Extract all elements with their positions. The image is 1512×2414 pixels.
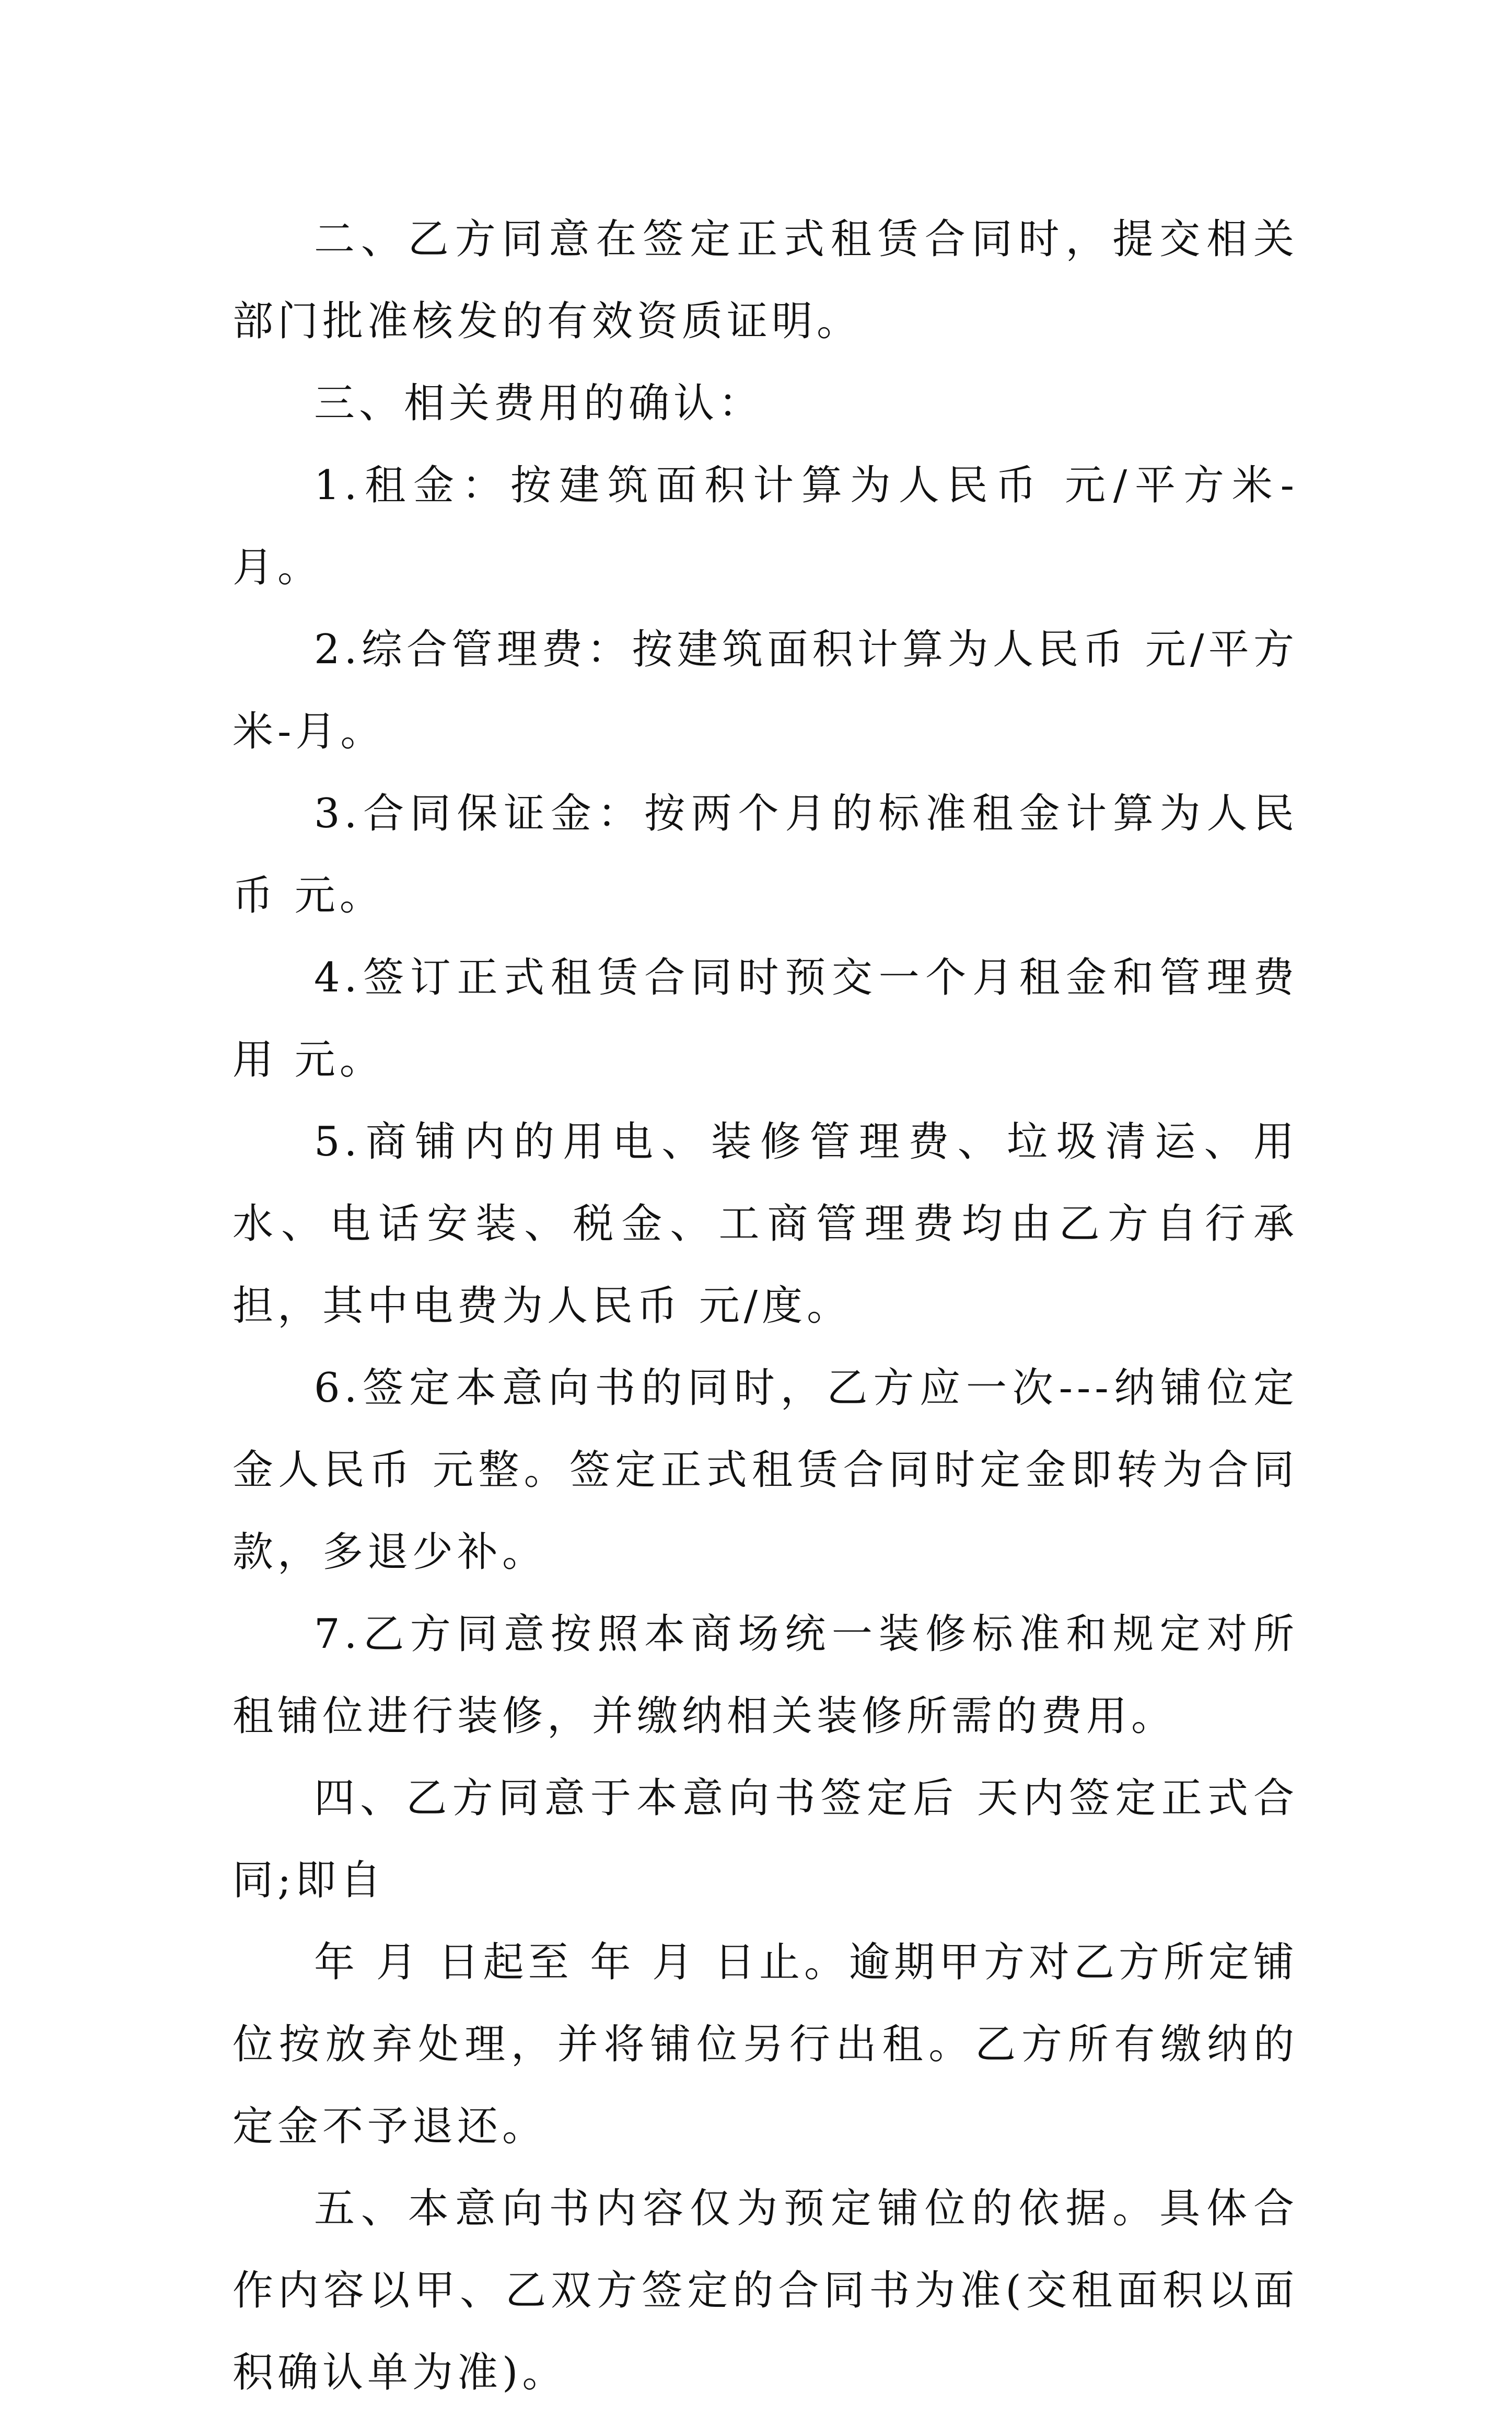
paragraph-rent: 1.租金：按建筑面积计算为人民币 元/平方米-月。 <box>232 462 1298 591</box>
document-body <box>232 199 1298 2414</box>
paragraph-prepayment: 4.签订正式租赁合同时预交一个月租金和管理费用 元。 <box>232 954 1298 1083</box>
paragraph-signing-deadline: 四、乙方同意于本意向书签定后 天内签定正式合同;即自 <box>232 1775 1298 1904</box>
paragraph-basis: 五、本意向书内容仅为预定铺位的依据。具体合作内容以甲、乙双方签定的合同书为准(交租面积以面积确认单为准)。 <box>232 2185 1298 2396</box>
paragraph-utilities: 5.商铺内的用电、装修管理费、垃圾清运、用水、电话安装、税金、工商管理费均由乙方自行承担，其中电费为人民币 元/度。 <box>232 1118 1298 1330</box>
paragraph-renovation: 7.乙方同意按照本商场统一装修标准和规定对所租铺位进行装修，并缴纳相关装修所需的费用。 <box>232 1611 1298 1740</box>
paragraph-fees-heading: 三、相关费用的确认： <box>314 380 764 427</box>
paragraph-management-fee: 2.综合管理费：按建筑面积计算为人民币 元/平方米-月。 <box>232 626 1298 755</box>
paragraph-qualification: 二、乙方同意在签定正式租赁合同时，提交相关部门批准核发的有效资质证明。 <box>232 216 1298 345</box>
paragraph-earnest-money: 6.签定本意向书的同时，乙方应一次---纳铺位定金人民币 元整。签定正式租赁合同时定金即转为合同款，多退少补。 <box>232 1365 1298 1576</box>
paragraph-lease-period: 年 月 日起至 年 月 日止。逾期甲方对乙方所定铺位按放弃处理，并将铺位另行出租。乙方所有缴纳的定金不予退还。 <box>232 1939 1298 2150</box>
paragraph-deposit: 3.合同保证金：按两个月的标准租金计算为人民币 元。 <box>232 790 1298 919</box>
